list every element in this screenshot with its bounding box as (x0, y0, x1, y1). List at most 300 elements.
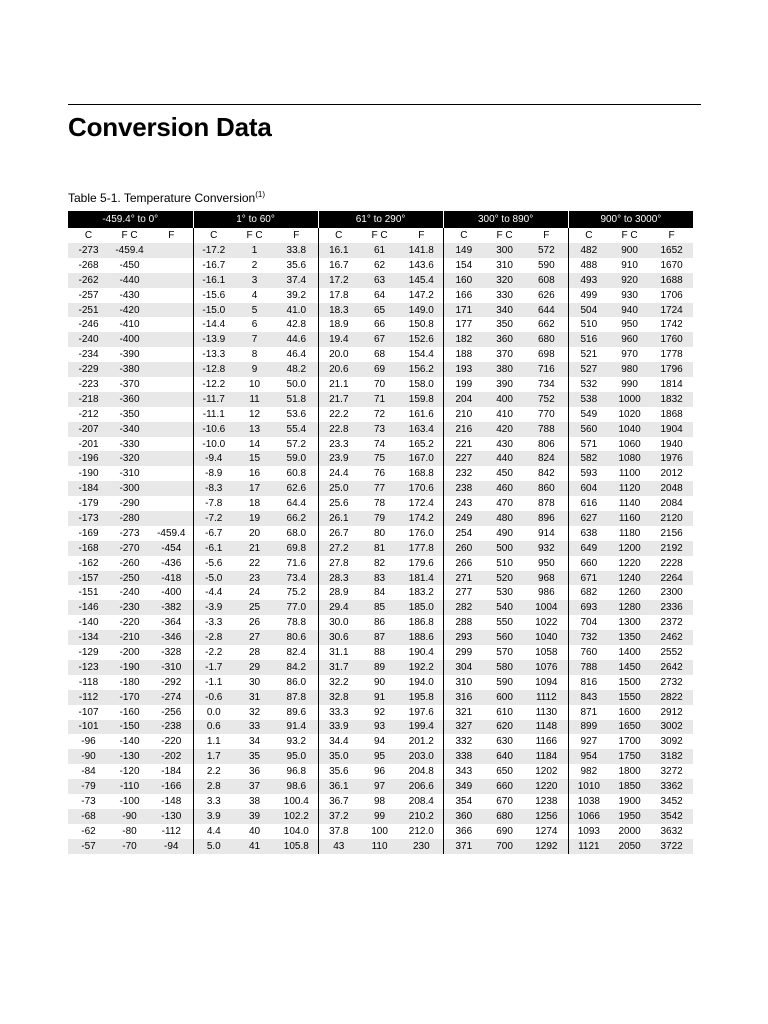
table-cell: -184 (161, 766, 182, 778)
table-cell: 74 (373, 438, 386, 450)
table-cell: 354 (443, 794, 484, 809)
table-cell: 843 (568, 690, 609, 705)
table-cell: -84 (81, 766, 96, 778)
table-cell: -16.1 (193, 273, 234, 288)
table-cell: -14.4 (193, 317, 234, 332)
table-cell: 1450 (609, 660, 650, 675)
table-cell: -273 (68, 243, 109, 258)
table-cell: -79 (68, 779, 109, 794)
table-cell: 6 (251, 319, 258, 331)
table-cell: -230 (109, 600, 150, 615)
table-cell: 84 (373, 587, 386, 599)
table-cell: 69 (359, 362, 400, 377)
table-cell: 32 (248, 706, 261, 718)
table-cell: 31 (234, 690, 275, 705)
table-cell: 630 (496, 736, 513, 748)
table-cell: -130 (109, 749, 150, 764)
table-cell: 770 (537, 408, 555, 420)
table-cell: 572 (525, 243, 568, 258)
table-cell: -257 (78, 289, 99, 301)
table-cell (150, 392, 193, 407)
table-cell: 13 (234, 422, 275, 437)
table-cell: 550 (496, 617, 513, 629)
table-cell: 33.3 (318, 705, 359, 720)
table-cell: 649 (568, 541, 609, 556)
table-cell: 571 (568, 437, 609, 452)
table-cell: 71.6 (286, 557, 307, 569)
table-cell: 1000 (609, 392, 650, 407)
table-cell: 260 (443, 541, 484, 556)
table-cell: 37.2 (318, 809, 359, 824)
table-cell: 14 (248, 438, 261, 450)
table-cell: 26.7 (318, 526, 359, 541)
table-cell: 22.8 (318, 422, 359, 437)
table-cell: 66 (373, 319, 386, 331)
table-cell: 78 (373, 498, 386, 510)
table-cell: -10.6 (193, 422, 234, 437)
table-cell: -436 (161, 557, 182, 569)
table-cell (150, 258, 193, 273)
table-cell: 201.2 (408, 736, 434, 748)
table-row (68, 645, 693, 660)
table-cell: -68 (68, 809, 109, 824)
table-cell: -94 (150, 839, 193, 854)
table-cell: 1850 (609, 779, 650, 794)
table-cell: -400 (109, 332, 150, 347)
table-cell: 5 (234, 303, 275, 318)
table-cell: -262 (68, 273, 109, 288)
table-cell: -2.8 (193, 630, 234, 645)
table-cell: 43 (318, 839, 359, 854)
table-cell: 1868 (660, 408, 683, 420)
column-header: F C (121, 230, 138, 241)
table-cell: 2.8 (193, 779, 234, 794)
table-cell: -96 (81, 736, 96, 748)
table-cell: 104.0 (283, 825, 309, 837)
table-cell: -212 (78, 408, 99, 420)
table-cell: 493 (568, 273, 609, 288)
table-cell: -418 (150, 571, 193, 586)
table-cell: 1280 (609, 600, 650, 615)
table-cell: 3.9 (193, 809, 234, 824)
table-row (68, 496, 693, 511)
table-cell: 970 (621, 349, 638, 361)
table-cell: 93.2 (286, 736, 307, 748)
table-cell: 145.4 (400, 273, 443, 288)
table-cell: 968 (525, 571, 568, 586)
table-cell: 32.8 (318, 690, 359, 705)
table-cell: 640 (484, 749, 525, 764)
table-cell: -300 (109, 481, 150, 496)
table-cell: 700 (484, 839, 525, 854)
table-row (68, 451, 693, 466)
table-cell: 538 (568, 392, 609, 407)
table-cell: 670 (496, 795, 513, 807)
table-cell: 66.2 (275, 511, 318, 526)
table-cell: -12.8 (193, 362, 234, 377)
table-cell: 680 (525, 332, 568, 347)
table-cell: 203.0 (400, 749, 443, 764)
table-cell: 2642 (650, 660, 693, 675)
table-cell: 23.9 (318, 451, 359, 466)
range-header-row (68, 211, 693, 228)
table-row (68, 705, 693, 720)
table-row (68, 362, 693, 377)
table-cell: -90 (68, 749, 109, 764)
table-cell: -134 (68, 630, 109, 645)
table-cell: 185.0 (400, 600, 443, 615)
table-cell: 31.7 (318, 660, 359, 675)
table-cell: 177.8 (400, 541, 443, 556)
table-cell: 3452 (660, 795, 683, 807)
table-cell: 168.8 (408, 468, 434, 480)
table-cell: -201 (78, 438, 99, 450)
table-cell: -157 (68, 571, 109, 586)
table-cell: -280 (109, 511, 150, 526)
table-cell: -130 (150, 809, 193, 824)
table-cell: 33.9 (318, 720, 359, 735)
table-row (68, 243, 693, 258)
table-cell: -3.3 (193, 615, 234, 630)
table-cell: 1600 (618, 706, 641, 718)
table-cell: 143.6 (408, 259, 434, 271)
table-cell (150, 481, 193, 496)
table-cell: 10 (248, 378, 261, 390)
table-cell: 30.6 (318, 630, 359, 645)
table-cell: -112 (161, 825, 181, 837)
table-cell: 33 (234, 720, 275, 735)
table-cell: 32.2 (318, 675, 359, 690)
table-cell: 227 (443, 451, 484, 466)
table-cell: 582 (568, 451, 609, 466)
table-cell: 1060 (618, 438, 641, 450)
table-cell: -166 (150, 779, 193, 794)
table-cell: 1120 (609, 481, 650, 496)
table-cell: 1166 (535, 736, 558, 748)
table-cell: 89 (359, 660, 400, 675)
table-cell: 0.6 (193, 720, 234, 735)
table-cell: 21.7 (318, 392, 359, 407)
table-cell: 430 (496, 438, 513, 450)
table-cell: 460 (484, 481, 525, 496)
table-cell: -1.1 (193, 675, 234, 690)
table-row (68, 675, 693, 690)
table-cell: 27.2 (318, 541, 359, 556)
table-cell: -270 (109, 541, 150, 556)
table-cell: 192.2 (400, 660, 443, 675)
table-cell: 22 (248, 557, 261, 569)
table-cell: 17 (234, 481, 275, 496)
table-cell: -390 (119, 349, 140, 361)
table-cell: 25.6 (318, 496, 359, 511)
table-cell: 1040 (609, 422, 650, 437)
table-cell: 167.0 (400, 451, 443, 466)
table-cell: 1220 (618, 557, 641, 569)
table-cell (150, 288, 193, 303)
table-cell: -420 (109, 303, 150, 318)
table-cell: -7.8 (193, 496, 234, 511)
table-cell: -3.9 (193, 600, 234, 615)
table-cell: 420 (484, 422, 525, 437)
table-cell: 1300 (618, 617, 641, 629)
table-cell: -440 (109, 273, 150, 288)
table-cell: -11.1 (193, 407, 234, 422)
table-row (68, 839, 693, 854)
table-cell: -151 (78, 587, 99, 599)
table-cell: 932 (525, 541, 568, 556)
table-cell: 39 (234, 809, 275, 824)
table-cell: 161.6 (408, 408, 434, 420)
table-cell: -9.4 (193, 451, 234, 466)
table-row (68, 764, 693, 779)
table-cell: 3092 (660, 736, 683, 748)
column-header: C (318, 228, 359, 243)
table-cell: 3722 (650, 839, 693, 854)
column-header: F C (496, 230, 513, 241)
table-cell: 760 (568, 645, 609, 660)
table-cell: 693 (568, 600, 609, 615)
table-cell: 282 (443, 600, 484, 615)
table-cell: -107 (78, 706, 99, 718)
table-cell: 927 (568, 734, 609, 749)
table-cell: 638 (568, 526, 609, 541)
table-cell: -196 (68, 451, 109, 466)
table-cell: 41 (234, 839, 275, 854)
table-cell: 986 (537, 587, 555, 599)
table-cell: -100 (119, 795, 140, 807)
table-cell: -246 (78, 319, 99, 331)
table-cell: 188.6 (400, 630, 443, 645)
table-cell: -273 (119, 527, 140, 539)
table-cell: 67 (359, 332, 400, 347)
table-cell: 580 (484, 660, 525, 675)
table-cell: 204 (443, 392, 484, 407)
table-cell: 216 (443, 422, 484, 437)
table-cell: 8 (251, 349, 258, 361)
table-cell: -6.7 (193, 526, 234, 541)
table-cell: -140 (119, 736, 140, 748)
table-cell: 1112 (525, 690, 568, 705)
table-cell: 1093 (568, 824, 609, 839)
table-row (68, 511, 693, 526)
table-row (68, 749, 693, 764)
table-cell: 26.1 (318, 511, 359, 526)
table-cell: 36.1 (318, 779, 359, 794)
table-cell: 321 (443, 705, 484, 720)
table-cell: -370 (119, 378, 140, 390)
table-cell: 73.4 (275, 571, 318, 586)
table-cell: 680 (484, 809, 525, 824)
column-header: F (168, 230, 175, 241)
table-cell (150, 437, 193, 452)
table-cell: 2372 (660, 617, 683, 629)
table-cell: -218 (68, 392, 109, 407)
table-caption (68, 190, 265, 205)
table-cell: 165.2 (408, 438, 434, 450)
table-cell: 15 (234, 451, 275, 466)
table-cell: -328 (161, 646, 182, 658)
table-cell: 28.3 (318, 571, 359, 586)
table-cell: 91.4 (275, 720, 318, 735)
table-cell: 232 (443, 466, 484, 481)
table-cell: 1274 (535, 825, 558, 837)
table-cell: -8.3 (193, 481, 234, 496)
table-cell: 23.3 (318, 437, 359, 452)
table-cell: 788 (568, 660, 609, 675)
table-cell: 910 (621, 259, 638, 271)
temperature-conversion-table (68, 211, 693, 854)
table-cell: 310 (443, 675, 484, 690)
table-cell: -5.6 (193, 556, 234, 571)
table-row (68, 615, 693, 630)
table-cell: 510 (568, 317, 609, 332)
table-cell: 671 (568, 571, 609, 586)
table-cell: -80 (122, 825, 137, 837)
table-cell: 1940 (660, 438, 683, 450)
table-cell: -274 (150, 690, 193, 705)
table-cell: -168 (68, 541, 109, 556)
table-cell: 53.6 (286, 408, 307, 420)
table-row (68, 526, 693, 541)
table-row (68, 288, 693, 303)
table-cell: 22.2 (318, 407, 359, 422)
table-cell: 1121 (568, 839, 609, 854)
table-cell: 86.0 (286, 676, 307, 688)
table-cell: 199 (443, 377, 484, 392)
table-cell: -2.2 (193, 645, 234, 660)
table-cell: 1950 (609, 809, 650, 824)
table-cell: 150.8 (408, 319, 434, 331)
table-cell: 590 (537, 259, 555, 271)
table-cell: 1066 (568, 809, 609, 824)
table-cell: -360 (109, 392, 150, 407)
table-cell: 340 (484, 303, 525, 318)
table-cell: 871 (568, 705, 609, 720)
table-row (68, 317, 693, 332)
table-cell: 2012 (660, 468, 683, 480)
table-cell: 230 (400, 839, 443, 854)
table-cell: 316 (443, 690, 484, 705)
table-cell: 940 (609, 303, 650, 318)
table-cell: 920 (609, 273, 650, 288)
range-header: 300° to 890° (443, 211, 568, 228)
table-cell: 1706 (660, 289, 683, 301)
table-cell: 516 (568, 332, 609, 347)
table-cell: 35 (234, 749, 275, 764)
table-cell: 254 (443, 526, 484, 541)
column-header-row (68, 228, 693, 243)
table-cell (150, 243, 193, 258)
table-cell: 1292 (525, 839, 568, 854)
table-cell: 604 (568, 481, 609, 496)
table-cell: 1814 (660, 378, 683, 390)
table-cell: 86 (373, 617, 386, 629)
table-cell: 327 (443, 720, 484, 735)
table-cell: 1796 (650, 362, 693, 377)
table-cell: 206.6 (400, 779, 443, 794)
table-cell: 158.0 (408, 378, 434, 390)
table-cell: 71 (359, 392, 400, 407)
table-cell: 95.0 (275, 749, 318, 764)
footnote-marker: (1) (255, 190, 265, 199)
table-cell: 64 (373, 289, 386, 301)
table-cell: -292 (161, 676, 182, 688)
table-cell: 1020 (618, 408, 641, 420)
table-cell (150, 511, 193, 526)
table-cell: 35.6 (286, 259, 307, 271)
table-cell: 11 (234, 392, 275, 407)
table-cell: -8.9 (193, 466, 234, 481)
table-cell: 1148 (525, 720, 568, 735)
table-cell: 842 (537, 468, 555, 480)
table-cell: -450 (119, 259, 140, 271)
table-cell: 4.4 (193, 824, 234, 839)
table-cell: -320 (109, 451, 150, 466)
range-header: 900° to 3000° (568, 211, 693, 228)
table-cell: 1.1 (193, 734, 234, 749)
table-cell: 600 (484, 690, 525, 705)
table-cell: 149 (443, 243, 484, 258)
table-row (68, 660, 693, 675)
table-cell: 46.4 (286, 349, 307, 361)
table-cell: 1500 (618, 676, 641, 688)
table-cell: 34.4 (318, 734, 359, 749)
table-cell: 2048 (650, 481, 693, 496)
table-cell: 59.0 (275, 451, 318, 466)
table-cell (150, 332, 193, 347)
table-cell: 2192 (650, 541, 693, 556)
table-cell: 27.8 (318, 556, 359, 571)
column-header: C (193, 228, 234, 243)
table-cell: 98 (373, 795, 386, 807)
table-row (68, 466, 693, 481)
table-cell: 181.4 (400, 571, 443, 586)
table-cell: -229 (68, 362, 109, 377)
table-cell: 2462 (650, 630, 693, 645)
table-cell: 570 (496, 646, 513, 658)
table-cell: 3.3 (193, 794, 234, 809)
table-cell: 188 (443, 347, 484, 362)
table-cell: -73 (81, 795, 96, 807)
table-cell: 68 (373, 349, 386, 361)
table-cell: 527 (568, 362, 609, 377)
table-cell: 82 (373, 557, 386, 569)
column-header: F (293, 230, 300, 241)
table-cell: -140 (78, 617, 99, 629)
table-cell: 960 (609, 332, 650, 347)
table-cell: -4.4 (193, 585, 234, 600)
table-cell: 41.0 (275, 303, 318, 318)
table-cell: -15.6 (193, 288, 234, 303)
table-cell: -240 (119, 587, 140, 599)
table-cell: 616 (568, 496, 609, 511)
table-cell: 1240 (609, 571, 650, 586)
table-cell: 9 (234, 362, 275, 377)
table-cell: 271 (443, 571, 484, 586)
page-title: Conversion Data (68, 112, 272, 142)
table-cell: 75.2 (286, 587, 307, 599)
table-row (68, 422, 693, 437)
table-cell: 68.0 (286, 527, 307, 539)
table-cell: 1238 (535, 795, 558, 807)
table-cell: 1.7 (193, 749, 234, 764)
table-cell: 878 (537, 498, 555, 510)
table-cell: -123 (68, 660, 109, 675)
table-cell: 18 (248, 498, 261, 510)
table-cell: 0.0 (193, 705, 234, 720)
table-cell: 1800 (618, 766, 641, 778)
table-cell: 20 (248, 527, 261, 539)
